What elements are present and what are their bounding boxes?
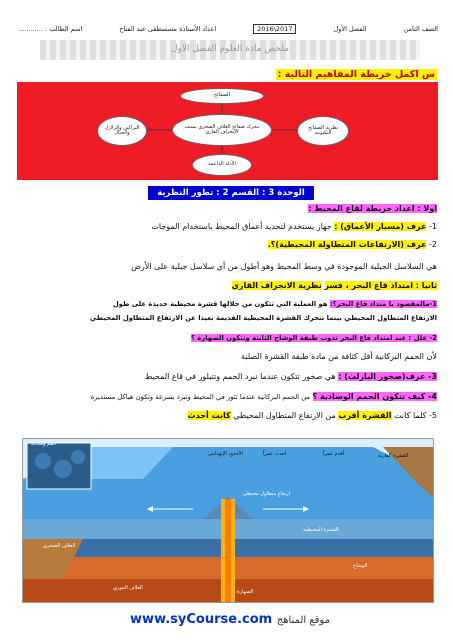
s2-q1-answer-a: هو العملية التي تتكون من خلالها قشرة محيطية جديدة على طول — [112, 300, 328, 308]
s2-q4-term: 4- كيف تتكون الحمم الوسادية ؟ — [312, 392, 437, 401]
concept-map-title: س اكمل خريطة المفاهيم التالية : — [277, 69, 435, 80]
label-ridge: ارتفاع متطاول محيطي — [243, 491, 290, 497]
s2-q3-line — [145, 372, 437, 381]
section2-heading — [232, 281, 437, 290]
s2-q1-term: 1-مالمقصود با متداد قاع البحر؟: — [329, 300, 437, 308]
s2-q5-pre: 5- كلما كانت — [394, 411, 437, 420]
label-lithosphere: الغلاف الصخري — [43, 543, 76, 549]
q2-number: 2- — [429, 240, 437, 249]
section2-heading-link: نظرية الانجراف القاري — [231, 281, 322, 290]
site-name-ar: موقع المناهج — [276, 615, 330, 626]
teacher-label: اعداد الأستاذة مسسطفى عبد الفتاح — [119, 25, 217, 33]
year-label: 2017\2016 — [253, 24, 296, 34]
label-mantle: الوشاح — [353, 563, 368, 569]
label-pillow-lava: حمم وسادية — [31, 441, 57, 447]
section1-heading — [308, 204, 437, 213]
s2-q3-answer: هي صخور تتكون عندما تبرد الحمم وتتبلور في قاع المحيط — [144, 372, 336, 381]
unit-heading: الوحدة 3 : القسم 2 : تطور النظرية — [148, 186, 314, 200]
student-name-label: اسم الطالب : ............ — [18, 25, 83, 33]
label-asthenosphere: الغلاف الموري — [113, 585, 143, 591]
q1-answer: جهاز يستخدم لتحديد أعماق المحيط باستخدام الموجات — [151, 222, 332, 231]
s2-q2-answer: لأن الحمم البركانية أقل كثافة من مادة طبقة القشرة الصلبة — [240, 352, 437, 361]
seafloor-diagram — [23, 439, 434, 603]
s2-q1-answer-b: الارتفاع المتطاول المحيطي بينما تتحرك القشرة المحيطية القديمة بعيدا عن الارتفاع المتطاول المحيطي — [89, 314, 437, 322]
s2-q4-answer: من الحمم البركانية عندما تثور في المحيط وتبرد بسرعة وتكون هياكل مستديرة — [90, 393, 311, 401]
seafloor-spreading-figure — [22, 438, 434, 603]
concept-map — [17, 82, 438, 180]
label-continental-crust: القشرة القارية — [378, 453, 409, 459]
s2-q2-line — [191, 334, 437, 342]
node-plates: الصفائح — [180, 88, 264, 104]
label-magma: الصهارة — [237, 589, 254, 595]
q2-term: عرف (الارتفاعات المتطاولة المحيطية)؟. — [267, 240, 427, 249]
s2-q5-end: كانت أحدث — [187, 411, 231, 420]
banner-text: ملخص مادة العلوم الفصل الاول — [170, 44, 290, 54]
s2-q1-line — [113, 300, 437, 308]
node-plate-tectonics: نظرية الصفائح التكتونية — [297, 116, 349, 146]
node-center: تتحرك صفائح الغلاف الصخري بسبب الإنجراف القاري — [172, 114, 272, 146]
q1-line — [151, 222, 437, 231]
q2-answer: هي السلاسل الجبلية الموجودة في وسط المحيط وهو أطول من أي سلاسل جبلية على الأرض — [131, 262, 437, 271]
node-evidence: الأدلة الداعمة — [192, 154, 252, 176]
site-footer — [80, 612, 380, 627]
section2-heading-pre: ثانيا : امتداد قاع البحر ، فسر — [324, 281, 437, 290]
q1-number: 1- — [429, 222, 437, 231]
term-label: الفصل الأول — [333, 25, 367, 33]
worksheet-header — [18, 22, 438, 36]
s2-q5-line — [188, 411, 437, 420]
label-oceanic-crust: القشرة المحيطية — [303, 527, 339, 533]
s2-q2-term: 2- علل : عند امتداد قاع البحر تذوب طبقة الوشاح الثابتة وتتكون الصهارة ؟ — [190, 334, 437, 342]
site-url[interactable]: www.syCourse.com — [130, 612, 273, 627]
q2-line — [268, 240, 437, 249]
s2-q4-line — [91, 392, 437, 401]
grade-label: الصف الثامن — [403, 25, 438, 33]
section1-heading-text: اولا : اعداد خريطة لقاع المحيط : — [308, 204, 437, 213]
s2-q5-mid: القشرة أقرب — [338, 411, 392, 420]
node-volcanoes: البراكين والزلازل والجبال — [97, 116, 147, 146]
s2-q3-term: 3- عرف(صخور البازلت) : — [338, 372, 437, 381]
label-young: أحدث عمراً — [263, 451, 287, 457]
q1-term: عرف (مسبار الأعماق) : — [334, 222, 427, 231]
label-old: أقدم عمراً — [323, 451, 345, 457]
s2-q5-post: من الارتفاع المتطاول المحيطي — [233, 411, 336, 420]
label-rift: الأخدود الإنهدامي — [208, 451, 243, 457]
